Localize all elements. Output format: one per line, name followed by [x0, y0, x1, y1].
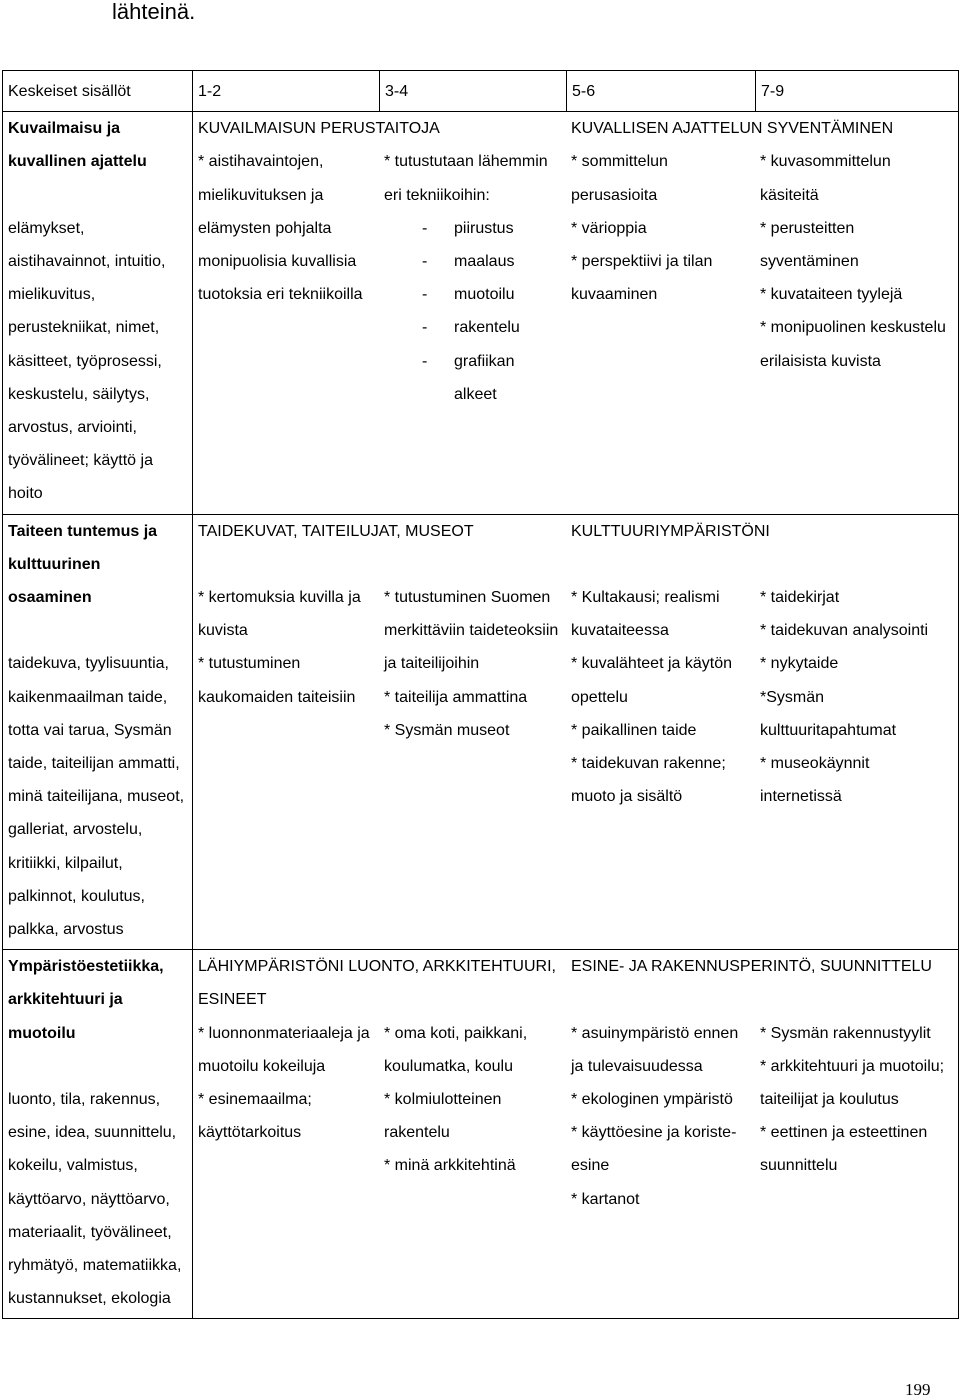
content-line: käsiteitä: [760, 186, 819, 204]
grade-7-9-content: [760, 1017, 947, 1216]
goal-heading-grades-1-4: KUVAILMAISUN PERUSTAITOJA: [198, 120, 440, 138]
content-line: kuvataiteessa: [571, 622, 669, 640]
content-line: monipuolisia kuvallisia: [198, 253, 357, 271]
topic-line: mielikuvitus,: [8, 286, 96, 304]
topic-line: [8, 614, 187, 647]
grade-5-6-content: [571, 1017, 760, 1216]
content-line: merkittäviin taideteoksiin: [384, 622, 559, 640]
curriculum-table: [2, 70, 959, 1319]
content-line: * kartanot: [571, 1190, 640, 1208]
content-line: * taidekuvan rakenne;: [571, 755, 726, 773]
page-number: 199: [905, 1380, 931, 1399]
section-title-line: Kuvailmaisu ja: [8, 120, 121, 138]
heading-line: ESINEET: [198, 991, 267, 1009]
content-line: * aistihavaintojen,: [198, 153, 324, 171]
content-line: perusasioita: [571, 186, 658, 204]
content-line: * paikallinen taide: [571, 721, 697, 739]
previous-page-fragment: lähteinä.: [112, 0, 196, 24]
grade-5-6-content: [571, 581, 760, 813]
technique-item: [384, 345, 571, 378]
topic-line: taide, taiteilijan ammatti,: [8, 755, 180, 773]
content-line: * tutustuminen: [198, 655, 301, 673]
topic-line: galleriat, arvostelu,: [8, 821, 143, 839]
content-line: esine: [571, 1157, 610, 1175]
topic-line: kritiikki, kilpailut,: [8, 854, 123, 872]
content-line: elämysten pohjalta: [198, 219, 332, 237]
content-line: ja taiteilijoihin: [384, 655, 480, 673]
topic-line: aistihavainnot, intuitio,: [8, 253, 166, 270]
content-line: opettelu: [571, 688, 628, 706]
topic-line: kokeilu, valmistus,: [8, 1157, 138, 1175]
content-line: * ekologinen ympäristö: [571, 1091, 733, 1109]
topic-line: kaikenmaailman taide,: [8, 688, 168, 706]
content-line: * kertomuksia kuvilla ja: [198, 589, 361, 607]
section-goals: [193, 950, 959, 1319]
technique-item: [384, 212, 571, 245]
content-line: * asuinympäristö ennen: [571, 1024, 739, 1042]
content-line: * nykytaide: [760, 655, 839, 673]
content-line: * taiteilija ammattina: [384, 688, 528, 706]
technique-item: [384, 311, 571, 344]
content-line: rakentelu: [384, 1124, 450, 1142]
content-line: * perspektiivi ja tilan: [571, 253, 713, 271]
section-topics: [3, 112, 193, 514]
header-content-column: Keskeiset sisällöt: [3, 71, 193, 112]
content-line: * eettinen ja esteettinen: [760, 1124, 928, 1142]
content-line: käyttötarkoitus: [198, 1124, 302, 1142]
topic-line: palkka, arvostus: [8, 921, 124, 939]
spacer-line: [198, 548, 953, 581]
section-topics: [3, 514, 193, 950]
topic-line: käsitteet, työprosessi,: [8, 352, 162, 370]
content-line: syventäminen: [760, 253, 859, 271]
technique-label: muotoilu: [454, 286, 515, 304]
section-title-line: muotoilu: [8, 1024, 76, 1042]
topic-line: esine, idea, suunnittelu,: [8, 1124, 177, 1142]
section-goals: [193, 112, 959, 514]
content-line: * tutustutaan lähemmin: [384, 153, 548, 171]
content-line: * sommittelun: [571, 153, 668, 171]
section-goal-headings: [198, 950, 953, 1016]
content-line: * Kultakausi; realismi: [571, 589, 720, 607]
goal-heading-grades-5-9: ESINE- JA RAKENNUSPERINTÖ, SUUNNITTELU: [571, 958, 932, 976]
content-line: * Sysmän museot: [384, 721, 510, 739]
content-line: * kuvalähteet ja käytön: [571, 655, 732, 673]
grade-5-6-content: [571, 145, 760, 411]
topic-line: käyttöarvo, näyttöarvo,: [8, 1190, 170, 1208]
header-grade-7-9: 7-9: [756, 71, 959, 112]
content-line: koulumatka, koulu: [384, 1057, 513, 1075]
heading-line: LÄHIYMPÄRISTÖNI LUONTO, ARKKITEHTUURI,: [198, 958, 556, 976]
section-title-line: kulttuurinen: [8, 555, 101, 573]
section-row-ymparistoestetiikka: [3, 950, 959, 1319]
topic-line: luonto, tila, rakennus,: [8, 1091, 161, 1109]
section-row-taiteen-tuntemus: [3, 514, 959, 950]
content-line: * tutustuminen Suomen: [384, 589, 551, 607]
header-grade-3-4: 3-4: [380, 71, 567, 112]
content-line: erilaisista kuvista: [760, 352, 881, 370]
goal-heading-grades-5-9: KUVALLISEN AJATTELUN SYVENTÄMINEN: [571, 120, 894, 138]
technique-item: [384, 245, 571, 278]
content-line: * käyttöesine ja koriste-: [571, 1124, 737, 1142]
topic-line: [8, 1050, 187, 1083]
topic-line: keskustelu, säilytys,: [8, 385, 150, 403]
section-title-line: arkkitehtuuri ja: [8, 991, 123, 1009]
topic-line: [8, 179, 187, 212]
content-line: muotoilu kokeiluja: [198, 1057, 326, 1075]
content-line: kuvaaminen: [571, 286, 658, 304]
technique-label: piirustus: [454, 219, 514, 237]
content-line: *Sysmän: [760, 688, 825, 706]
topic-line: arvostus, arviointi,: [8, 419, 137, 437]
dash-bullet: -: [422, 286, 428, 304]
content-line: * kolmiulotteinen: [384, 1091, 502, 1109]
topic-line: perustekniikat, nimet,: [8, 319, 160, 337]
goal-heading-grades-1-4: TAIDEKUVAT, TAITEILUJAT, MUSEOT: [198, 522, 474, 540]
section-title-line: Taiteen tuntemus ja: [8, 522, 158, 540]
topic-line: elämykset,: [8, 219, 85, 237]
content-line: * kuvasommittelun: [760, 153, 891, 171]
technique-label: grafiikan: [454, 352, 515, 370]
content-line: * arkkitehtuuri ja muotoilu;: [760, 1057, 945, 1075]
section-title-line: osaaminen: [8, 589, 92, 607]
grade-1-2-content: [198, 145, 384, 411]
section-row-kuvailmaisu: [3, 112, 959, 514]
topic-line: työvälineet; käyttö ja: [8, 452, 153, 470]
topic-line: minä taiteilijana, museot,: [8, 788, 185, 806]
content-line: suunnittelu: [760, 1157, 838, 1175]
content-line: eri tekniikoihin:: [384, 186, 490, 204]
content-line: * monipuolinen keskustelu: [760, 319, 946, 337]
topic-line: kustannukset, ekologia: [8, 1290, 171, 1308]
dash-bullet: -: [422, 253, 428, 271]
section-title-line: Ympäristöestetiikka,: [8, 958, 164, 976]
technique-label: rakentelu: [454, 319, 520, 337]
content-line: * esinemaailma;: [198, 1091, 312, 1109]
topic-line: totta vai tarua, Sysmän: [8, 721, 172, 739]
dash-bullet: -: [422, 319, 428, 337]
content-line: tuotoksia eri tekniikoilla: [198, 286, 363, 304]
goal-heading-grades-5-9: KULTTUURIYMPÄRISTÖNI: [571, 522, 770, 540]
technique-label: maalaus: [454, 253, 515, 271]
grade-7-9-content: [760, 581, 947, 813]
content-line: ja tulevaisuudessa: [571, 1057, 703, 1075]
content-line: * oma koti, paikkani,: [384, 1024, 528, 1042]
grade-1-2-content: [198, 581, 384, 813]
content-line: muoto ja sisältö: [571, 788, 683, 806]
content-line: * Sysmän rakennustyylit: [760, 1024, 931, 1042]
topic-line: hoito: [8, 485, 43, 503]
content-line: * luonnonmateriaaleja ja: [198, 1024, 370, 1042]
content-line: mielikuvituksen ja: [198, 186, 324, 204]
topic-line: palkinnot, koulutus,: [8, 887, 145, 905]
technique-item: [384, 278, 571, 311]
header-row: [3, 71, 959, 112]
header-grade-5-6: 5-6: [567, 71, 756, 112]
dash-bullet: -: [422, 219, 428, 237]
content-line: * taidekuvan analysointi: [760, 622, 929, 640]
grade-3-4-content: [384, 145, 571, 411]
content-line: taiteilijat ja koulutus: [760, 1091, 899, 1109]
content-line: alkeet: [454, 385, 497, 403]
content-line: kaukomaiden taiteisiin: [198, 688, 356, 706]
content-line: kulttuuritapahtumat: [760, 721, 897, 739]
content-line: internetissä: [760, 788, 842, 806]
dash-bullet: -: [422, 352, 428, 370]
header-grade-1-2: 1-2: [193, 71, 380, 112]
content-line: * museokäynnit: [760, 755, 870, 773]
content-line: * värioppia: [571, 219, 647, 237]
goal-heading-grades-1-4: [198, 950, 571, 1016]
topic-line: ryhmätyö, matematiikka,: [8, 1257, 182, 1275]
grade-7-9-content: [760, 145, 947, 411]
content-line: * perusteitten: [760, 219, 855, 237]
section-topics: [3, 950, 193, 1319]
content-line: * minä arkkitehtinä: [384, 1157, 516, 1175]
content-line: * taidekirjat: [760, 589, 840, 607]
topic-line: materiaalit, työvälineet,: [8, 1223, 172, 1241]
section-goal-headings: [198, 515, 953, 548]
content-line: * kuvataiteen tyylejä: [760, 286, 903, 304]
grade-1-2-content: [198, 1017, 384, 1216]
content-line: kuvista: [198, 622, 248, 640]
grade-3-4-content: [384, 581, 571, 813]
section-goals: [193, 514, 959, 950]
section-goal-headings: [198, 112, 953, 145]
section-title-line: kuvallinen ajattelu: [8, 153, 147, 171]
grade-3-4-content: [384, 1017, 571, 1216]
topic-line: taidekuva, tyylisuuntia,: [8, 655, 169, 673]
